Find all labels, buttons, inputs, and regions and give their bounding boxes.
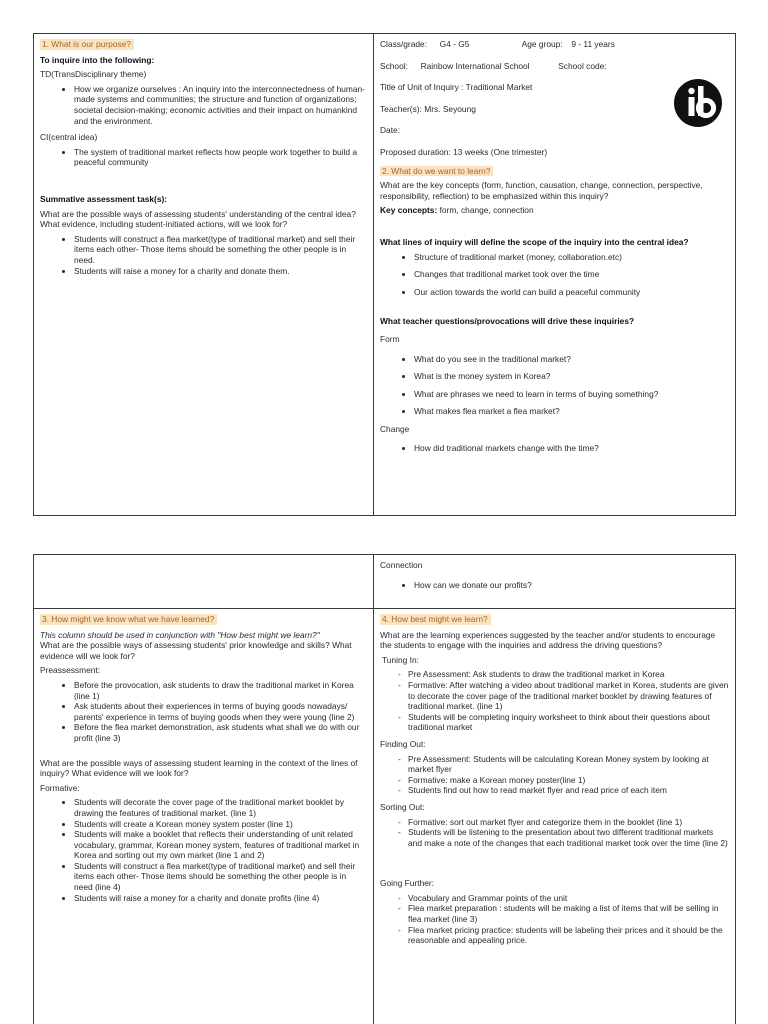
learn-heading: 2. What do we want to learn? — [380, 166, 493, 177]
form-label: Form — [380, 333, 400, 344]
list-item: • Structure of traditional market (money, collaboration.etc) — [414, 252, 729, 263]
know-question: What are the possible ways of assessing students' prior knowledge and skills? What evidence will we look for? — [40, 640, 352, 661]
key-concepts-value: form, change, connection — [437, 205, 534, 216]
key-concepts-label: Key concepts: — [380, 205, 438, 216]
list-item: • How we organize ourselves : An inquiry into the interconnectedness of human-made systems and communities; the structure and function of organizations; societal decision-making; economic activities and their impact on humankind and the environment. — [74, 84, 367, 126]
list-item: - Students find out how to read market flyer and read price of each item — [408, 785, 729, 796]
concepts-question: What are the key concepts (form, function, causation, change, connection, perspective, responsibility, reflection) to be emphasized within this inquiry? — [380, 180, 703, 201]
td-label: TD(TransDisciplinary theme) — [40, 69, 147, 80]
date-line: Date: — [380, 125, 401, 136]
ci-label: CI(central idea) — [40, 132, 98, 143]
unit-title: Title of Unit of Inquiry : Traditional Market — [380, 82, 533, 93]
list-item: • How can we donate our profits? — [414, 580, 729, 591]
list-item: • What is the money system in Korea? — [414, 371, 729, 382]
list-item: • The system of traditional market reflects how people work together to build a peaceful community — [74, 147, 367, 168]
purpose-column — [34, 34, 374, 515]
summative-list — [40, 234, 367, 276]
list-item: - Students will be listening to the presentation about two different traditional markets and make a note of the changes that each traditional market took over the time (line 2) — [408, 827, 729, 848]
list-item: - Flea market preparation : students will be making a list of items that will be selling in flea market (line 3) — [408, 903, 729, 924]
summative-question: What are the possible ways of assessing students' understanding of the central idea? What evidence, including student-initiated actions, will we look for? — [40, 208, 356, 230]
questions-heading: What teacher questions/provocations will drive these inquiries? — [380, 316, 635, 327]
list-item: • What makes flea market a flea market? — [414, 406, 729, 417]
class-grade-row — [380, 39, 729, 50]
list-item: • Students will decorate the cover page of the traditional market booklet by drawing the features of traditional market. (line 1) — [74, 797, 367, 818]
school-row — [380, 61, 729, 72]
planner-table-2 — [33, 554, 736, 1024]
duration-line: Proposed duration: 13 weeks (One trimester) — [380, 146, 548, 157]
change-list — [380, 443, 729, 454]
list-item: • How did traditional markets change with the time? — [414, 443, 729, 454]
connection-label: Connection — [380, 560, 423, 570]
list-item: • Students will create a Korean money system poster (line 1) — [74, 819, 367, 830]
list-item: - Vocabulary and Grammar points of the unit — [408, 893, 729, 904]
list-item: • Before the provocation, ask students to draw the traditional market in Korea (line 1) — [74, 680, 367, 701]
lines-heading: What lines of inquiry will define the scope of the inquiry into the central idea? — [380, 236, 689, 247]
list-item: • What are phrases we need to learn in terms of buying something? — [414, 389, 729, 400]
lines-list — [380, 252, 729, 298]
school-code-label: School code: — [558, 60, 607, 71]
age-group-label: Age group: — [521, 39, 563, 49]
teacher-line: Teacher(s): Mrs. Seyoung — [380, 103, 476, 114]
form-list — [380, 354, 729, 417]
list-item: • What do you see in the traditional market? — [414, 354, 729, 365]
connection-row — [34, 555, 735, 609]
formative-label: Formative: — [40, 782, 80, 793]
inquire-heading: To inquire into the following: — [40, 54, 155, 65]
list-item: • Students will construct a flea market(type of traditional market) and sell their items each other- Those items should be something the other people is in need (line 4) — [74, 861, 367, 893]
sorting-label: Sorting Out: — [380, 801, 425, 812]
ci-list — [40, 147, 367, 168]
list-item: - Formative: After watching a video about traditional market in Korea, students are given to decorate the cover page of the traditional market booklet by drawing features of traditional market. (line 1) — [408, 680, 729, 712]
school-name: Rainbow International School — [420, 60, 530, 71]
change-label: Change — [380, 423, 410, 434]
further-list — [380, 893, 729, 946]
age-group-value: 9 - 11 years — [571, 39, 615, 49]
connection-list — [380, 580, 729, 591]
list-item: - Pre Assessment: Ask students to draw the traditional market in Korea — [408, 669, 729, 680]
learn-question: What are the learning experiences suggested by the teacher and/or students to encourage the students to engage with the inquiries and address the driving questions? — [380, 629, 716, 651]
know-heading: 3. How might we know what we have learned? — [40, 614, 217, 625]
preassessment-list — [40, 680, 367, 744]
school-label: School: — [380, 60, 408, 71]
list-item: • Students will make a booklet that reflects their understanding of unit related vocabulary, grammar, Korean money system, features of traditional market in Korea and sorting out my own market (line 1 and 2) — [74, 829, 367, 861]
know-note: This column should be used in conjunction with "How best might we learn?" — [40, 629, 320, 640]
purpose-heading: 1. What is our purpose? — [40, 39, 134, 50]
summative-heading: Summative assessment task(s): — [40, 193, 168, 204]
know-column — [34, 609, 374, 1024]
preassessment-label: Preassessment: — [40, 665, 101, 676]
list-item: • Our action towards the world can build a peaceful community — [414, 287, 729, 298]
connection-cell — [374, 555, 735, 608]
ib-logo-icon — [673, 78, 723, 128]
list-item: - Flea market pricing practice: students will be labeling their prices and it should be the reasonable and appealing price. — [408, 925, 729, 946]
list-item: • Students will construct a flea market(type of traditional market) and sell their items each other- Those items should be something the other people is in need. — [74, 234, 367, 266]
list-item: - Students will be completing inquiry worksheet to think about their questions about traditional market — [408, 712, 729, 733]
tuning-list — [380, 669, 729, 733]
how-learn-heading: 4. How best might we learn? — [380, 614, 491, 625]
class-grade-label: Class/grade: — [380, 39, 428, 49]
list-item: • Changes that traditional market took over the time — [414, 269, 729, 280]
td-list — [40, 84, 367, 126]
further-label: Going Further: — [380, 878, 434, 889]
list-item: • Before the flea market demonstration, ask students what shall we do with our profit (line 3) — [74, 722, 367, 743]
list-item: - Formative: make a Korean money poster(line 1) — [408, 775, 729, 786]
how-learn-column — [374, 609, 735, 1024]
key-concepts-row — [380, 205, 729, 216]
list-item: • Students will raise a money for a charity and donate them. — [74, 266, 367, 277]
sorting-list — [380, 817, 729, 849]
list-item: • Students will raise a money for a charity and donate profits (line 4) — [74, 893, 367, 904]
finding-label: Finding Out: — [380, 738, 426, 749]
list-item: - Pre Assessment: Students will be calculating Korean Money system by looking at market flyer — [408, 754, 729, 775]
formative-list — [40, 797, 367, 903]
assess-question: What are the possible ways of assessing student learning in the context of the lines of inquiry? What evidence will we look for? — [40, 757, 358, 779]
connection-left-cell — [34, 555, 374, 608]
learning-row — [34, 609, 735, 1024]
tuning-label: Tuning In: — [382, 654, 419, 665]
finding-list — [380, 754, 729, 796]
list-item: - Formative: sort out market flyer and categorize them in the booklet (line 1) — [408, 817, 729, 828]
list-item: • Ask students about their experiences in terms of buying goods nowadays/ parents' experience in terms of buying goods when they were young (line 2) — [74, 701, 367, 722]
class-grade-value: G4 - G5 — [439, 39, 470, 49]
planner-table-1 — [33, 33, 736, 516]
